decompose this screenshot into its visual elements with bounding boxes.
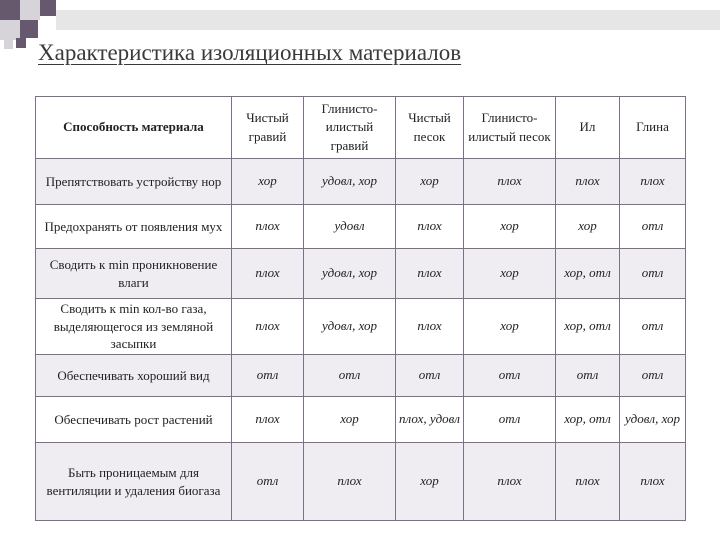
rating-cell: отл — [620, 249, 686, 299]
table-row — [36, 159, 686, 205]
deco-square — [40, 0, 56, 16]
rating-cell: отл — [620, 205, 686, 249]
slide-title: Характеристика изоляционных материалов — [38, 40, 462, 65]
column-header: Глина — [620, 97, 686, 159]
rating-cell: отл — [464, 355, 556, 397]
rating-cell: плох — [620, 443, 686, 521]
rating-cell: удовл, хор — [620, 397, 686, 443]
materials-table — [35, 96, 686, 521]
rating-cell: хор — [464, 205, 556, 249]
row-label: Препятствовать устройству нор — [36, 159, 232, 205]
deco-square — [20, 0, 40, 20]
table-row — [36, 443, 686, 521]
table-row — [36, 397, 686, 443]
rating-cell: плох — [304, 443, 396, 521]
rating-cell: хор — [396, 159, 464, 205]
rating-cell: плох — [232, 205, 304, 249]
rating-cell: хор, отл — [556, 299, 620, 355]
rating-cell: удовл, хор — [304, 299, 396, 355]
rating-cell: плох — [556, 159, 620, 205]
rating-cell: удовл — [304, 205, 396, 249]
row-label: Предохранять от появления мух — [36, 205, 232, 249]
rating-cell: отл — [556, 355, 620, 397]
rating-cell: удовл, хор — [304, 159, 396, 205]
row-label: Сводить к min кол-во газа, выделяющегося из земляной засыпки — [36, 299, 232, 355]
table-row — [36, 299, 686, 355]
rating-cell: плох — [396, 299, 464, 355]
column-header: Глинисто-илистый гравий — [304, 97, 396, 159]
rating-cell: отл — [620, 355, 686, 397]
rating-cell: отл — [464, 397, 556, 443]
rating-cell: плох — [396, 249, 464, 299]
row-label: Обеспечивать хороший вид — [36, 355, 232, 397]
deco-square — [16, 38, 26, 48]
rating-cell: плох — [396, 205, 464, 249]
deco-square — [0, 20, 20, 40]
header-band — [56, 10, 720, 30]
rating-cell: хор — [464, 249, 556, 299]
column-header: Чистый гравий — [232, 97, 304, 159]
rating-cell: отл — [620, 299, 686, 355]
rating-cell: плох — [620, 159, 686, 205]
rating-cell: удовл, хор — [304, 249, 396, 299]
rating-cell: отл — [304, 355, 396, 397]
table-row — [36, 249, 686, 299]
column-header: Глинисто-илистый песок — [464, 97, 556, 159]
rating-cell: отл — [232, 443, 304, 521]
table-header-row — [36, 97, 686, 159]
table-row — [36, 205, 686, 249]
rating-cell: отл — [396, 355, 464, 397]
rating-cell: хор, отл — [556, 249, 620, 299]
deco-square — [20, 20, 38, 38]
rating-cell: плох — [464, 443, 556, 521]
rating-cell: хор — [464, 299, 556, 355]
row-label: Обеспечивать рост растений — [36, 397, 232, 443]
row-label: Быть проницаемым для вентиляции и удаления биогаза — [36, 443, 232, 521]
rating-cell: отл — [232, 355, 304, 397]
rating-cell: хор, отл — [556, 397, 620, 443]
row-label: Сводить к min проникновение влаги — [36, 249, 232, 299]
rating-cell: плох, удовл — [396, 397, 464, 443]
rating-cell: плох — [464, 159, 556, 205]
table-row — [36, 355, 686, 397]
rating-cell: хор — [396, 443, 464, 521]
rating-cell: хор — [556, 205, 620, 249]
deco-square — [0, 0, 20, 20]
rating-cell: хор — [232, 159, 304, 205]
column-header: Ил — [556, 97, 620, 159]
rating-cell: плох — [556, 443, 620, 521]
rating-cell: хор — [304, 397, 396, 443]
rating-cell: плох — [232, 299, 304, 355]
deco-square — [4, 40, 13, 49]
rating-cell: плох — [232, 249, 304, 299]
corner-header: Способность материала — [36, 97, 232, 159]
column-header: Чистый песок — [396, 97, 464, 159]
rating-cell: плох — [232, 397, 304, 443]
